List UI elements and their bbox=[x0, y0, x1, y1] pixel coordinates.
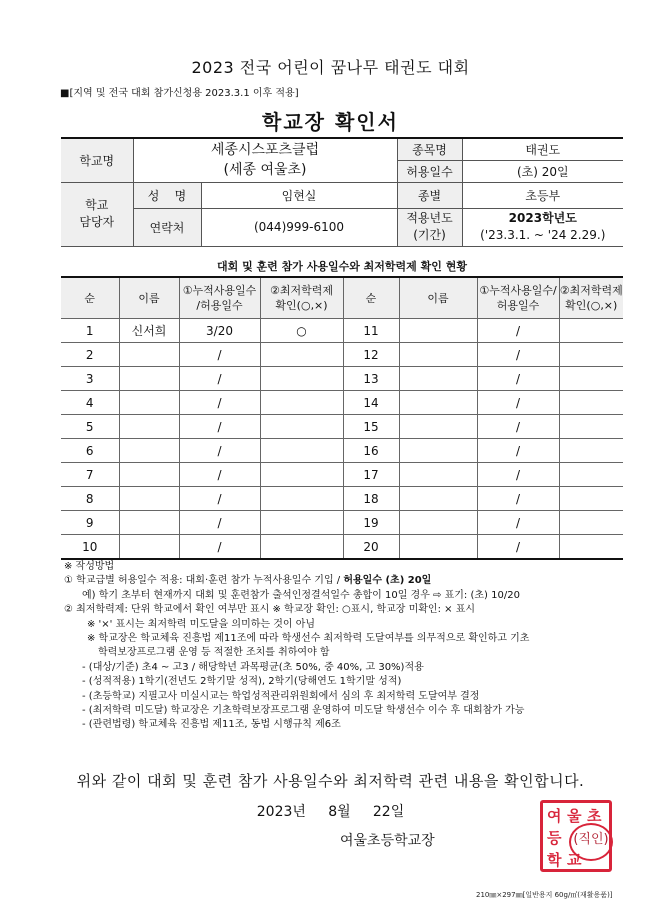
row-no-right: 17 bbox=[343, 463, 399, 487]
row-academic-left bbox=[260, 391, 343, 415]
row-name-left bbox=[119, 343, 179, 367]
header-days-left bbox=[179, 277, 260, 319]
row-no-left: 10 bbox=[61, 535, 119, 560]
row-academic-left: ○ bbox=[260, 319, 343, 343]
row-no-right: 15 bbox=[343, 415, 399, 439]
date-month: 8월 bbox=[328, 804, 351, 820]
row-name-right bbox=[399, 487, 477, 511]
header-academic-left-line2: 확인(○,×) bbox=[275, 299, 328, 312]
school-name-line1: 세종시스포츠클럽 bbox=[210, 142, 320, 159]
row-days-right: / bbox=[477, 511, 559, 535]
row-no-right: 12 bbox=[343, 343, 399, 367]
row-academic-right bbox=[559, 367, 623, 391]
row-days-left: / bbox=[179, 439, 260, 463]
method-line-7: - (대상/기준) 초4 ~ 고3 / 해당학년 과목평균(초 50%, 중 40%, 고 30%)적용 bbox=[82, 661, 424, 673]
row-academic-left bbox=[260, 367, 343, 391]
row-name-left bbox=[119, 535, 179, 560]
seal-text: (직인) bbox=[569, 823, 613, 861]
row-academic-right bbox=[559, 463, 623, 487]
row-name-left bbox=[119, 511, 179, 535]
seal-char-1: 여 bbox=[547, 807, 562, 825]
method-line-11: - (관련법령) 학교체육 진흥법 제11조, 동법 시행규칙 제6조 bbox=[82, 719, 341, 731]
row-name-left: 신서희 bbox=[119, 319, 179, 343]
row-days-right: / bbox=[477, 367, 559, 391]
row-name-right bbox=[399, 319, 477, 343]
table-row bbox=[61, 415, 623, 439]
method-line-1a: ① 학교급별 허용일수 적용: 대회·훈련 참가 누적사용일수 기입 / bbox=[64, 575, 344, 587]
school-name-line2: (세종 여울초) bbox=[223, 162, 307, 179]
participants-rows bbox=[61, 319, 623, 560]
row-days-left: / bbox=[179, 391, 260, 415]
row-academic-left bbox=[260, 439, 343, 463]
row-no-right: 18 bbox=[343, 487, 399, 511]
name-label: 성 명 bbox=[133, 182, 201, 208]
row-days-left: / bbox=[179, 511, 260, 535]
row-academic-right bbox=[559, 319, 623, 343]
method-line-1b: 허용일수 (초) 20일 bbox=[343, 575, 432, 587]
row-name-right bbox=[399, 439, 477, 463]
row-days-right: / bbox=[477, 487, 559, 511]
row-days-right: / bbox=[477, 391, 559, 415]
method-line-6: 학력보장프로그램 운영 등 적절한 조치를 취하여야 함 bbox=[98, 647, 330, 659]
header-days-right-line2: 허용일수 bbox=[496, 299, 540, 312]
event-value: 태권도 bbox=[462, 138, 623, 160]
table-row bbox=[61, 439, 623, 463]
event-title: 2023 전국 어린이 꿈나무 태권도 대회 bbox=[191, 58, 470, 77]
row-no-left: 1 bbox=[61, 319, 119, 343]
contact-value: (044)999-6100 bbox=[201, 208, 397, 246]
row-days-right: / bbox=[477, 463, 559, 487]
row-days-right: / bbox=[477, 439, 559, 463]
header-name-right: 이름 bbox=[399, 277, 477, 319]
document-title: 학교장 확인서 bbox=[262, 110, 399, 134]
row-days-left: / bbox=[179, 535, 260, 560]
row-academic-right bbox=[559, 415, 623, 439]
row-academic-left bbox=[260, 463, 343, 487]
row-academic-left bbox=[260, 511, 343, 535]
method-line-9: - (초등학교) 지필고사 미실시교는 학업성적관리위원회에서 심의 후 최저학력 도달여부 결정 bbox=[82, 690, 480, 702]
staff-label-line2: 담당자 bbox=[79, 215, 115, 229]
row-academic-left bbox=[260, 343, 343, 367]
row-days-left: / bbox=[179, 487, 260, 511]
row-academic-right bbox=[559, 511, 623, 535]
row-no-left: 5 bbox=[61, 415, 119, 439]
status-subtitle: 대회 및 훈련 참가 사용일수와 최저학력제 확인 현황 bbox=[217, 260, 467, 273]
row-academic-left bbox=[260, 487, 343, 511]
row-days-left: 3/20 bbox=[179, 319, 260, 343]
header-days-left-line2: /허용일수 bbox=[196, 299, 243, 312]
row-academic-left bbox=[260, 535, 343, 560]
year-label bbox=[397, 208, 462, 246]
date-day: 22일 bbox=[372, 804, 405, 820]
header-days-left-line1: ①누적사용일수 bbox=[182, 284, 257, 297]
row-days-left: / bbox=[179, 367, 260, 391]
seal-char-6: 교 bbox=[567, 851, 582, 869]
staff-name-value: 임현실 bbox=[201, 182, 397, 208]
year-value bbox=[462, 208, 623, 246]
row-name-left bbox=[119, 463, 179, 487]
method-line-1 bbox=[64, 574, 529, 588]
row-no-right: 19 bbox=[343, 511, 399, 535]
allowed-days-label: 허용일수 bbox=[397, 160, 462, 182]
seal-char-2: 울 bbox=[567, 807, 582, 825]
row-name-right bbox=[399, 343, 477, 367]
table-row bbox=[61, 511, 623, 535]
paper-size-note: 210㎜×297㎜[일반용지 60g/㎡(재활용품)] bbox=[476, 891, 613, 899]
category-value: 초등부 bbox=[462, 182, 623, 208]
row-name-right bbox=[399, 511, 477, 535]
row-name-right bbox=[399, 391, 477, 415]
row-no-right: 16 bbox=[343, 439, 399, 463]
staff-label bbox=[61, 182, 133, 246]
row-no-left: 3 bbox=[61, 367, 119, 391]
year-value-line2: ('23.3.1. ~ '24 2.29.) bbox=[480, 228, 606, 242]
method-heading: ※ 작성방법 bbox=[64, 561, 115, 572]
year-label-line1: 적용년도 bbox=[406, 211, 453, 225]
contact-label: 연락처 bbox=[133, 208, 201, 246]
row-days-right: / bbox=[477, 343, 559, 367]
staff-label-line1: 학교 bbox=[85, 198, 109, 212]
row-academic-right bbox=[559, 439, 623, 463]
year-value-line1: 2023학년도 bbox=[508, 211, 577, 225]
row-name-left bbox=[119, 415, 179, 439]
school-name bbox=[133, 138, 397, 182]
row-no-right: 20 bbox=[343, 535, 399, 560]
row-no-left: 4 bbox=[61, 391, 119, 415]
method-line-8: - (성적적용) 1학기(전년도 2학기말 성적), 2학기(당해연도 1학기말 성적) bbox=[82, 676, 402, 688]
row-name-right bbox=[399, 367, 477, 391]
table-row bbox=[61, 367, 623, 391]
seal-char-3: 초 bbox=[587, 807, 602, 825]
row-name-left bbox=[119, 367, 179, 391]
seal-char-4: 등 bbox=[547, 829, 562, 847]
row-name-left bbox=[119, 391, 179, 415]
event-label: 종목명 bbox=[397, 138, 462, 160]
row-no-left: 7 bbox=[61, 463, 119, 487]
row-days-right: / bbox=[477, 319, 559, 343]
table-row bbox=[61, 391, 623, 415]
row-name-left bbox=[119, 439, 179, 463]
header-no-left: 순 bbox=[61, 277, 119, 319]
method-line-10: - (최저학력 미도달) 학교장은 기초학력보장프로그램 운영하여 미도달 학생선수 이수 후 대회참가 가능 bbox=[82, 705, 525, 717]
school-info-table bbox=[61, 137, 623, 247]
table-row bbox=[61, 487, 623, 511]
table-row bbox=[61, 319, 623, 343]
category-label: 종별 bbox=[397, 182, 462, 208]
row-academic-right bbox=[559, 343, 623, 367]
writing-method bbox=[64, 560, 529, 733]
seal-char-5: 학 bbox=[547, 851, 562, 869]
method-line-3: ② 최저학력제: 단위 학교에서 확인 여부만 표시 ※ 학교장 확인: ○표시, 학교장 미확인: × 표시 bbox=[64, 604, 476, 616]
row-days-right: / bbox=[477, 415, 559, 439]
row-name-right bbox=[399, 535, 477, 560]
header-academic-right bbox=[559, 277, 623, 319]
row-days-left: / bbox=[179, 415, 260, 439]
applicability-note: ■[지역 및 전국 대회 참가신청용 2023.3.1 이후 적용] bbox=[60, 88, 299, 99]
row-days-left: / bbox=[179, 463, 260, 487]
participants-table bbox=[61, 276, 623, 560]
header-academic-left bbox=[260, 277, 343, 319]
allowed-days-value: (초) 20일 bbox=[462, 160, 623, 182]
row-no-left: 6 bbox=[61, 439, 119, 463]
method-line-4: ※ '×' 표시는 최저학력 미도달을 의미하는 것이 아님 bbox=[87, 618, 316, 630]
header-academic-left-line1: ②최저학력제 bbox=[270, 284, 333, 297]
method-line-2: 예) 학기 초부터 현재까지 대회 및 훈련참가 출석인정결석일수 총합이 10일 경우 ⇨ 표기: (초) 10/20 bbox=[82, 589, 520, 601]
row-no-right: 14 bbox=[343, 391, 399, 415]
official-seal bbox=[540, 800, 612, 872]
row-name-right bbox=[399, 463, 477, 487]
year-label-line2: (기간) bbox=[413, 228, 446, 242]
row-academic-left bbox=[260, 415, 343, 439]
header-academic-right-line2: 확인(○,×) bbox=[565, 299, 618, 312]
row-academic-right bbox=[559, 487, 623, 511]
table-row bbox=[61, 343, 623, 367]
method-line-5: ※ 학교장은 학교체육 진흥법 제11조에 따라 학생선수 최저학력 도달여부를 의무적으로 확인하고 기초 bbox=[87, 633, 530, 645]
row-no-right: 11 bbox=[343, 319, 399, 343]
row-no-right: 13 bbox=[343, 367, 399, 391]
row-academic-right bbox=[559, 535, 623, 560]
school-label: 학교명 bbox=[61, 138, 133, 182]
table-row bbox=[61, 535, 623, 560]
header-academic-right-line1: ②최저학력제 bbox=[559, 284, 623, 297]
row-days-right: / bbox=[477, 535, 559, 560]
row-name-left bbox=[119, 487, 179, 511]
header-days-right bbox=[477, 277, 559, 319]
date-year: 2023년 bbox=[256, 804, 306, 820]
table-row bbox=[61, 463, 623, 487]
confirmation-text: 위와 같이 대회 및 훈련 참가 사용일수와 최저학력 관련 내용을 확인합니다. bbox=[76, 772, 585, 790]
header-days-right-line1: ①누적사용일수/ bbox=[479, 284, 557, 297]
principal-signature: 여울초등학교장 bbox=[340, 833, 435, 849]
header-name-left: 이름 bbox=[119, 277, 179, 319]
row-days-left: / bbox=[179, 343, 260, 367]
row-no-left: 2 bbox=[61, 343, 119, 367]
row-no-left: 8 bbox=[61, 487, 119, 511]
row-no-left: 9 bbox=[61, 511, 119, 535]
row-academic-right bbox=[559, 391, 623, 415]
row-name-right bbox=[399, 415, 477, 439]
header-no-right: 순 bbox=[343, 277, 399, 319]
